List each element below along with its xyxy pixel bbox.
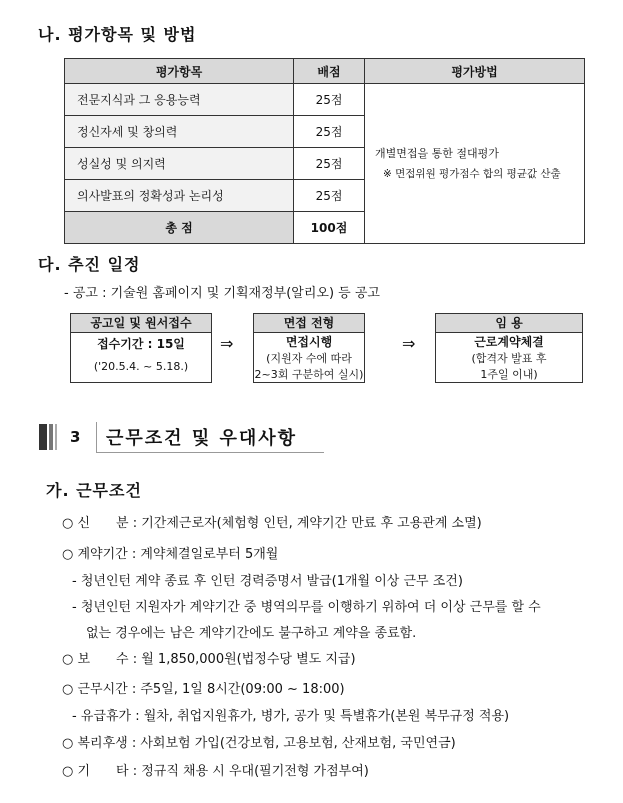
table-header: 평가항목: [65, 59, 294, 84]
evaluation-table: [64, 58, 585, 244]
step-detail: (지원자 수에 따라: [266, 352, 352, 365]
condition-sub-line: - 청년인턴 지원자가 계약기간 중 병역의무를 이행하기 위하여 더 이상 근무를 할 수: [72, 600, 541, 615]
step-detail: 2~3회 구분하여 실시): [254, 368, 364, 381]
table-header-row: [65, 59, 585, 84]
step-detail: 1주일 이내): [480, 368, 538, 381]
condition-line: ○ 근무시간 : 주5일, 1일 8시간(09:00 ~ 18:00): [62, 682, 345, 697]
section-divider: [96, 422, 97, 452]
step-main: 근로계약체결: [474, 335, 544, 349]
table-header: 평가방법: [365, 59, 585, 84]
condition-line: ○ 신 분 : 기간제근로자(체험형 인턴, 계약기간 만료 후 고용관계 소멸): [62, 516, 482, 531]
schedule-step-application: [70, 313, 212, 383]
eval-score: 25점: [294, 148, 365, 180]
table-header: 배점: [294, 59, 365, 84]
schedule-step-employment: [435, 313, 583, 383]
step-detail: ('20.5.4. ~ 5.18.): [93, 360, 189, 373]
section-underline: [96, 452, 324, 453]
step-header: 임 용: [436, 314, 582, 333]
eval-method-note: ※ 면접위원 평가점수 합의 평균값 산출: [383, 167, 561, 180]
section-title-conditions: 근무조건 및 우대사항: [106, 428, 298, 449]
section-number: 3: [70, 428, 81, 446]
section-marker-bar: [49, 424, 53, 450]
total-score: 100점: [294, 212, 365, 244]
section-title-work-conditions: 가. 근무조건: [46, 481, 142, 500]
schedule-step-interview: [253, 313, 365, 383]
eval-item: 정신자세 및 창의력: [65, 116, 294, 148]
condition-line: ○ 보 수 : 월 1,850,000원(법정수당 별도 지급): [62, 652, 356, 667]
eval-item: 의사발표의 정확성과 논리성: [65, 180, 294, 212]
eval-item: 성실성 및 의지력: [65, 148, 294, 180]
step-main: 면접시행: [285, 335, 333, 349]
notice-text: - 공고 : 기술원 홈페이지 및 기획재정부(알리오) 등 공고: [64, 286, 380, 301]
arrow-icon: ⇒: [402, 334, 416, 353]
section-marker-bar: [39, 424, 47, 450]
condition-sub-line: - 유급휴가 : 월차, 취업지원휴가, 병가, 공가 및 특별휴가(본원 복무규정 적용): [72, 709, 510, 724]
condition-line: ○ 기 타 : 정규직 채용 시 우대(필기전형 가점부여): [62, 764, 369, 779]
section-marker-bar: [55, 424, 57, 450]
condition-line: ○ 계약기간 : 계약체결일로부터 5개월: [62, 547, 279, 562]
section-title-schedule: 다. 추진 일정: [38, 255, 141, 274]
eval-score: 25점: [294, 180, 365, 212]
eval-method: [365, 84, 585, 244]
eval-score: 25점: [294, 84, 365, 116]
eval-method-line: 개별면접을 통한 절대평가: [375, 146, 499, 160]
section-title-evaluation: 나. 평가항목 및 방법: [38, 25, 197, 44]
table-row: [65, 84, 585, 116]
eval-score: 25점: [294, 116, 365, 148]
eval-item: 전문지식과 그 응용능력: [65, 84, 294, 116]
condition-sub-line: - 청년인턴 계약 종료 후 인턴 경력증명서 발급(1개월 이상 근무 조건): [72, 574, 463, 589]
step-header: 면접 전형: [254, 314, 364, 333]
arrow-icon: ⇒: [220, 334, 234, 353]
condition-sub-line: 없는 경우에는 남은 계약기간에도 불구하고 계약을 종료함.: [86, 626, 417, 641]
step-header: 공고일 및 원서접수: [71, 314, 211, 333]
step-main: 접수기간 : 15일: [97, 337, 185, 351]
condition-line: ○ 복리후생 : 사회보험 가입(건강보험, 고용보험, 산재보험, 국민연금): [62, 736, 456, 751]
step-detail: (합격자 발표 후: [471, 352, 547, 365]
total-label: 총 점: [65, 212, 294, 244]
